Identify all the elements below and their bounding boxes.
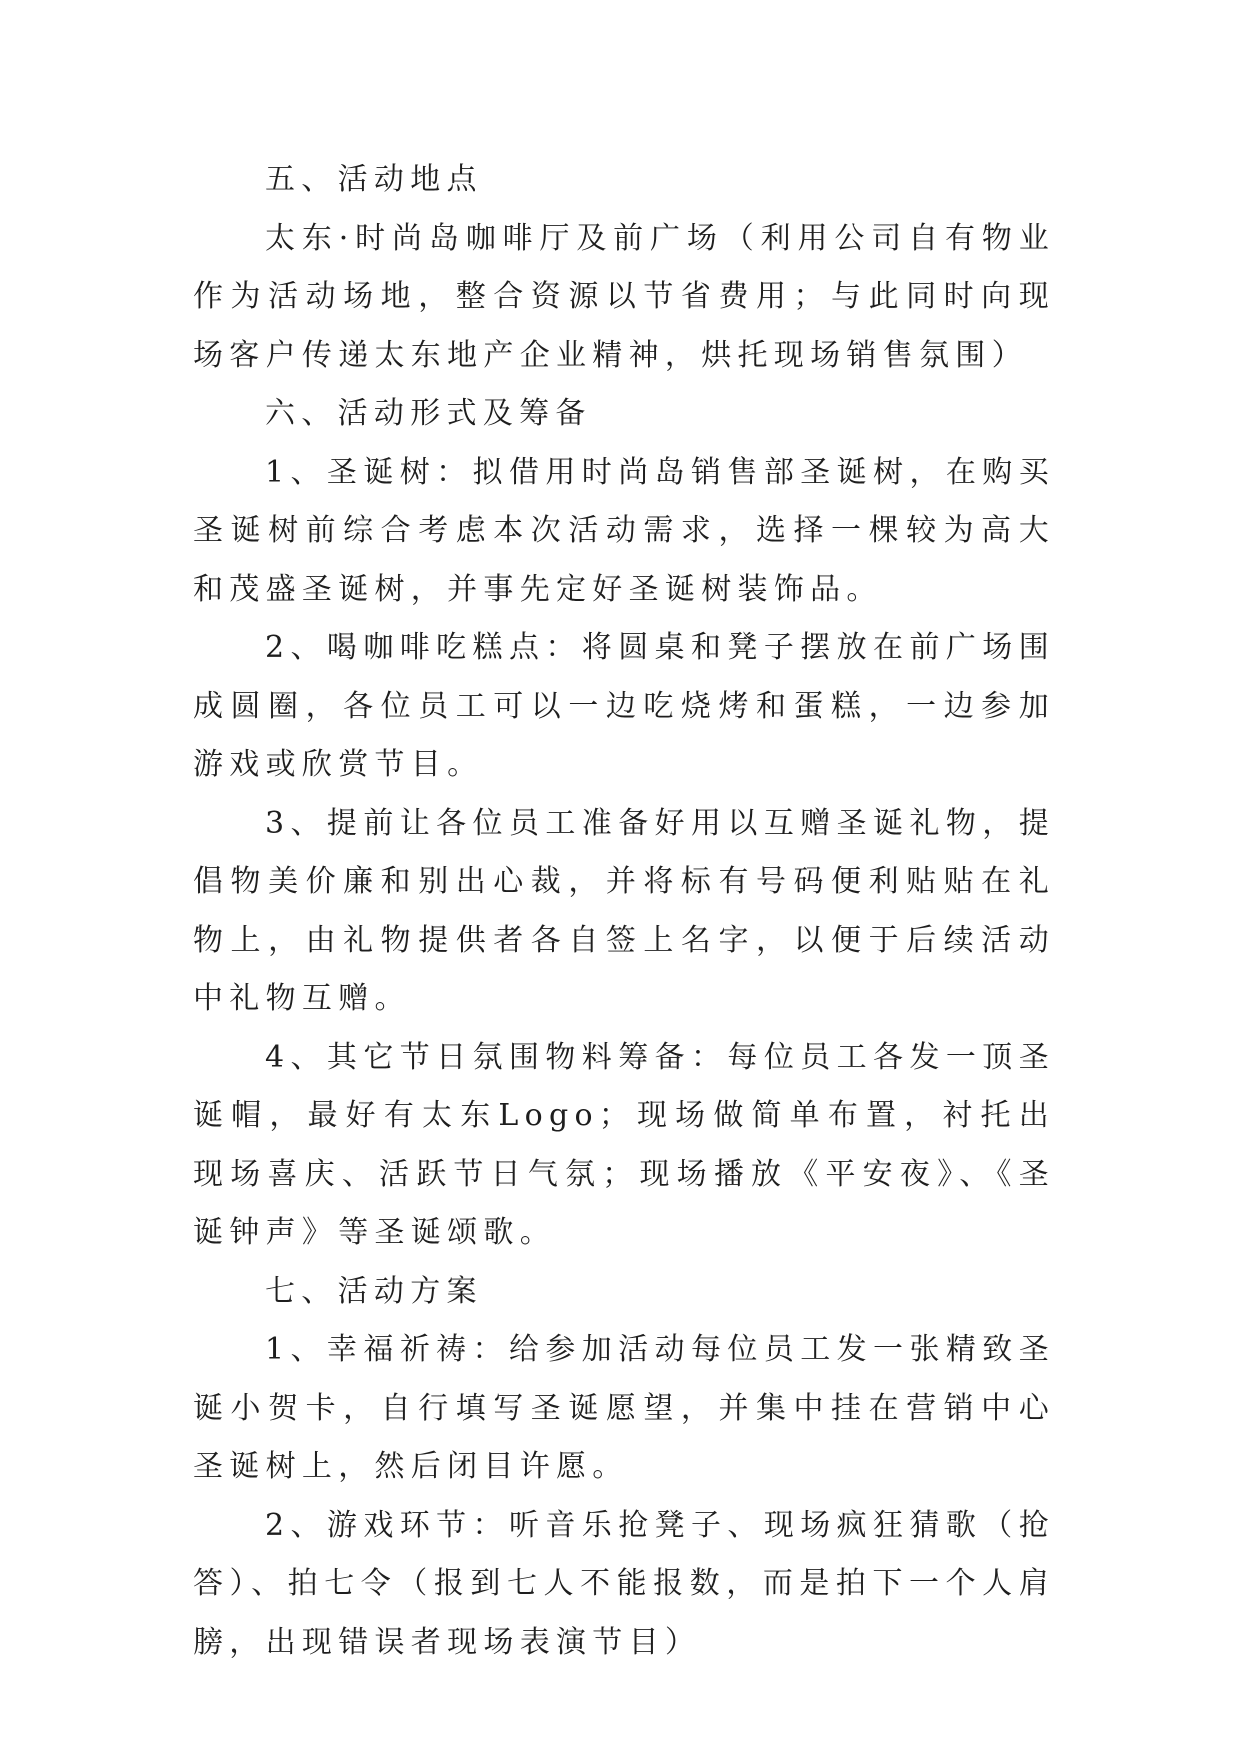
paragraph-coffee-pastries: 2、喝咖啡吃糕点：将圆桌和凳子摆放在前广场围成圆圈，各位员工可以一边吃烧烤和蛋糕，一边参加游戏或欣赏节目。 [193,630,1055,782]
paragraph-game-session: 2、游戏环节：听音乐抢凳子、现场疯狂猜歌（抢答）、拍七令（报到七人不能报数，而是拍下一个人肩膀，出现错误者现场表演节目） [193,1507,1055,1660]
section-heading-format-preparation: 六、活动形式及筹备 [265,396,592,431]
paragraph-gift-exchange: 3、提前让各位员工准备好用以互赠圣诞礼物，提倡物美价廉和别出心裁，并将标有号码便利贴贴在礼物上，由礼物提供者各自签上名字，以便于后续活动中礼物互赠。 [193,805,1055,1016]
section-heading-location: 五、活动地点 [265,162,483,197]
section-heading-activity-plan: 七、活动方案 [265,1273,483,1309]
paragraph-wish-prayer: 1、幸福祈祷：给参加活动每位员工发一张精致圣诞小贺卡，自行填写圣诞愿望，并集中挂在营销中心圣诞树上，然后闭目许愿。 [193,1332,1055,1484]
document-page [193,151,1055,1672]
paragraph-christmas-tree: 1、圣诞树：拟借用时尚岛销售部圣诞树，在购买圣诞树前综合考虑本次活动需求，选择一棵较为高大和茂盛圣诞树，并事先定好圣诞树装饰品。 [193,454,1055,607]
paragraph-festive-materials: 4、其它节日氛围物料筹备：每位员工各发一顶圣诞帽，最好有太东Logo；现场做简单布置，衬托出现场喜庆、活跃节日气氛；现场播放《平安夜》、《圣诞钟声》等圣诞颂歌。 [193,1039,1055,1250]
paragraph-location-detail: 太东·时尚岛咖啡厅及前广场（利用公司自有物业作为活动场地，整合资源以节省费用；与此同时向现场客户传递太东地产企业精神，烘托现场销售氛围） [193,220,1055,373]
